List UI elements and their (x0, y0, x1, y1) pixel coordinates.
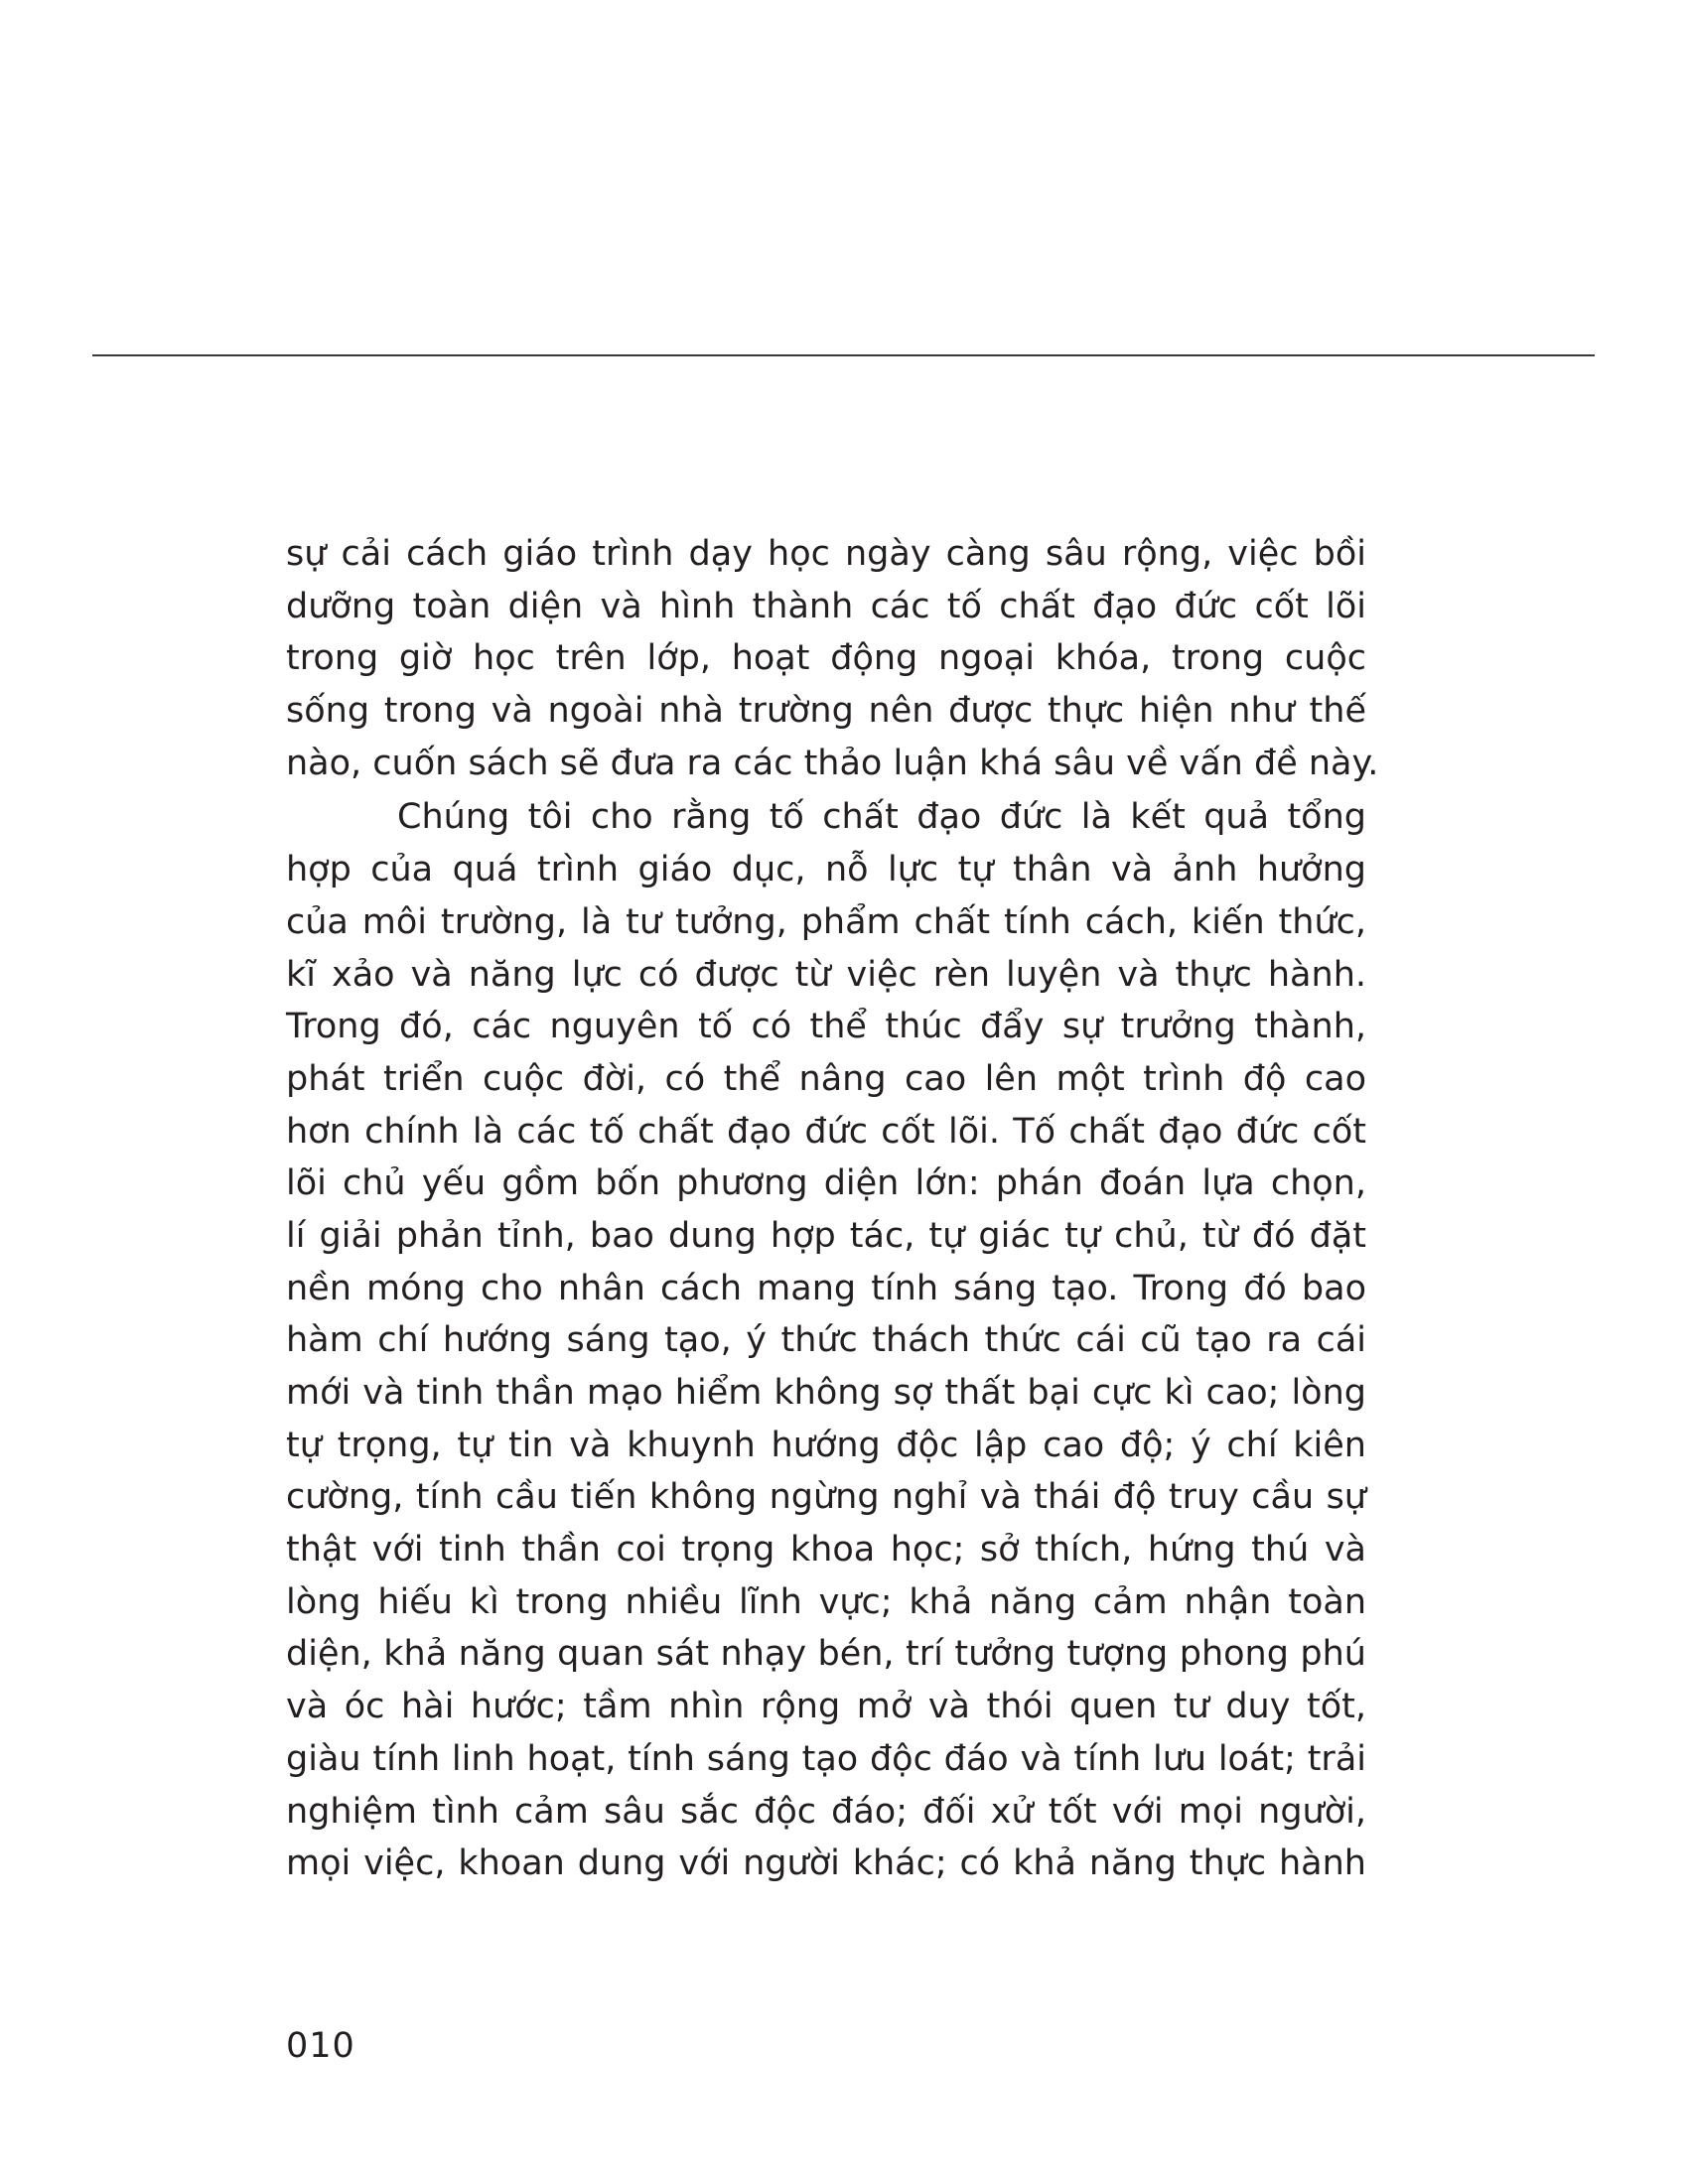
text-line: tự trọng, tự tin và khuynh hướng độc lập cao độ; ý chí kiên (286, 1425, 1366, 1465)
text-line: thật với tinh thần coi trọng khoa học; sở thích, hứng thú và (286, 1530, 1366, 1570)
text-line: và óc hài hước; tầm nhìn rộng mở và thói quen tư duy tốt, (286, 1687, 1366, 1727)
text-line: hợp của quá trình giáo dục, nỗ lực tự thân và ảnh hưởng (286, 850, 1366, 890)
text-line: mọi việc, khoan dung với người khác; có khả năng thực hành (286, 1843, 1366, 1884)
text-line: cường, tính cầu tiến không ngừng nghỉ và thái độ truy cầu sự (286, 1477, 1366, 1518)
text-line: lòng hiếu kì trong nhiều lĩnh vực; khả năng cảm nhận toàn (286, 1581, 1366, 1622)
text-line: của môi trường, là tư tưởng, phẩm chất tính cách, kiến thức, (286, 901, 1366, 942)
text-line: Trong đó, các nguyên tố có thể thúc đẩy sự trưởng thành, (286, 1007, 1366, 1047)
text-line: phát triển cuộc đời, có thể nâng cao lên một trình độ cao (286, 1058, 1366, 1099)
header-rule (92, 354, 1595, 356)
text-line: hơn chính là các tố chất đạo đức cốt lõi. Tố chất đạo đức cốt (286, 1111, 1366, 1152)
text-line: Chúng tôi cho rằng tố chất đạo đức là kết quả tổng (397, 797, 1366, 838)
text-line: nền móng cho nhân cách mang tính sáng tạo. Trong đó bao (286, 1268, 1366, 1308)
body-text (286, 528, 1379, 1890)
text-line: kĩ xảo và năng lực có được từ việc rèn luyện và thực hành. (286, 954, 1366, 995)
text-line: sống trong và ngoài nhà trường nên được thực hiện như thế (286, 691, 1366, 732)
text-line: nghiệm tình cảm sâu sắc độc đáo; đối xử tốt với mọi người, (286, 1791, 1366, 1832)
page-number: 010 (286, 2026, 355, 2066)
text-line: giàu tính linh hoạt, tính sáng tạo độc đáo và tính lưu loát; trải (286, 1738, 1366, 1779)
text-line: nào, cuốn sách sẽ đưa ra các thảo luận khá sâu về vấn đề này. (286, 743, 1379, 783)
text-line: diện, khả năng quan sát nhạy bén, trí tưởng tượng phong phú (286, 1634, 1366, 1675)
text-line: mới và tinh thần mạo hiểm không sợ thất bại cực kì cao; lòng (286, 1373, 1366, 1413)
text-line: sự cải cách giáo trình dạy học ngày càng sâu rộng, việc bồi (286, 534, 1366, 574)
text-line: trong giờ học trên lớp, hoạt động ngoại khóa, trong cuộc (286, 638, 1366, 679)
text-line: lõi chủ yếu gồm bốn phương diện lớn: phán đoán lựa chọn, (286, 1163, 1366, 1204)
text-line: hàm chí hướng sáng tạo, ý thức thách thức cái cũ tạo ra cái (286, 1320, 1366, 1361)
text-line: dưỡng toàn diện và hình thành các tố chất đạo đức cốt lõi (286, 586, 1366, 626)
text-line: lí giải phản tỉnh, bao dung hợp tác, tự giác tự chủ, từ đó đặt (286, 1215, 1366, 1256)
